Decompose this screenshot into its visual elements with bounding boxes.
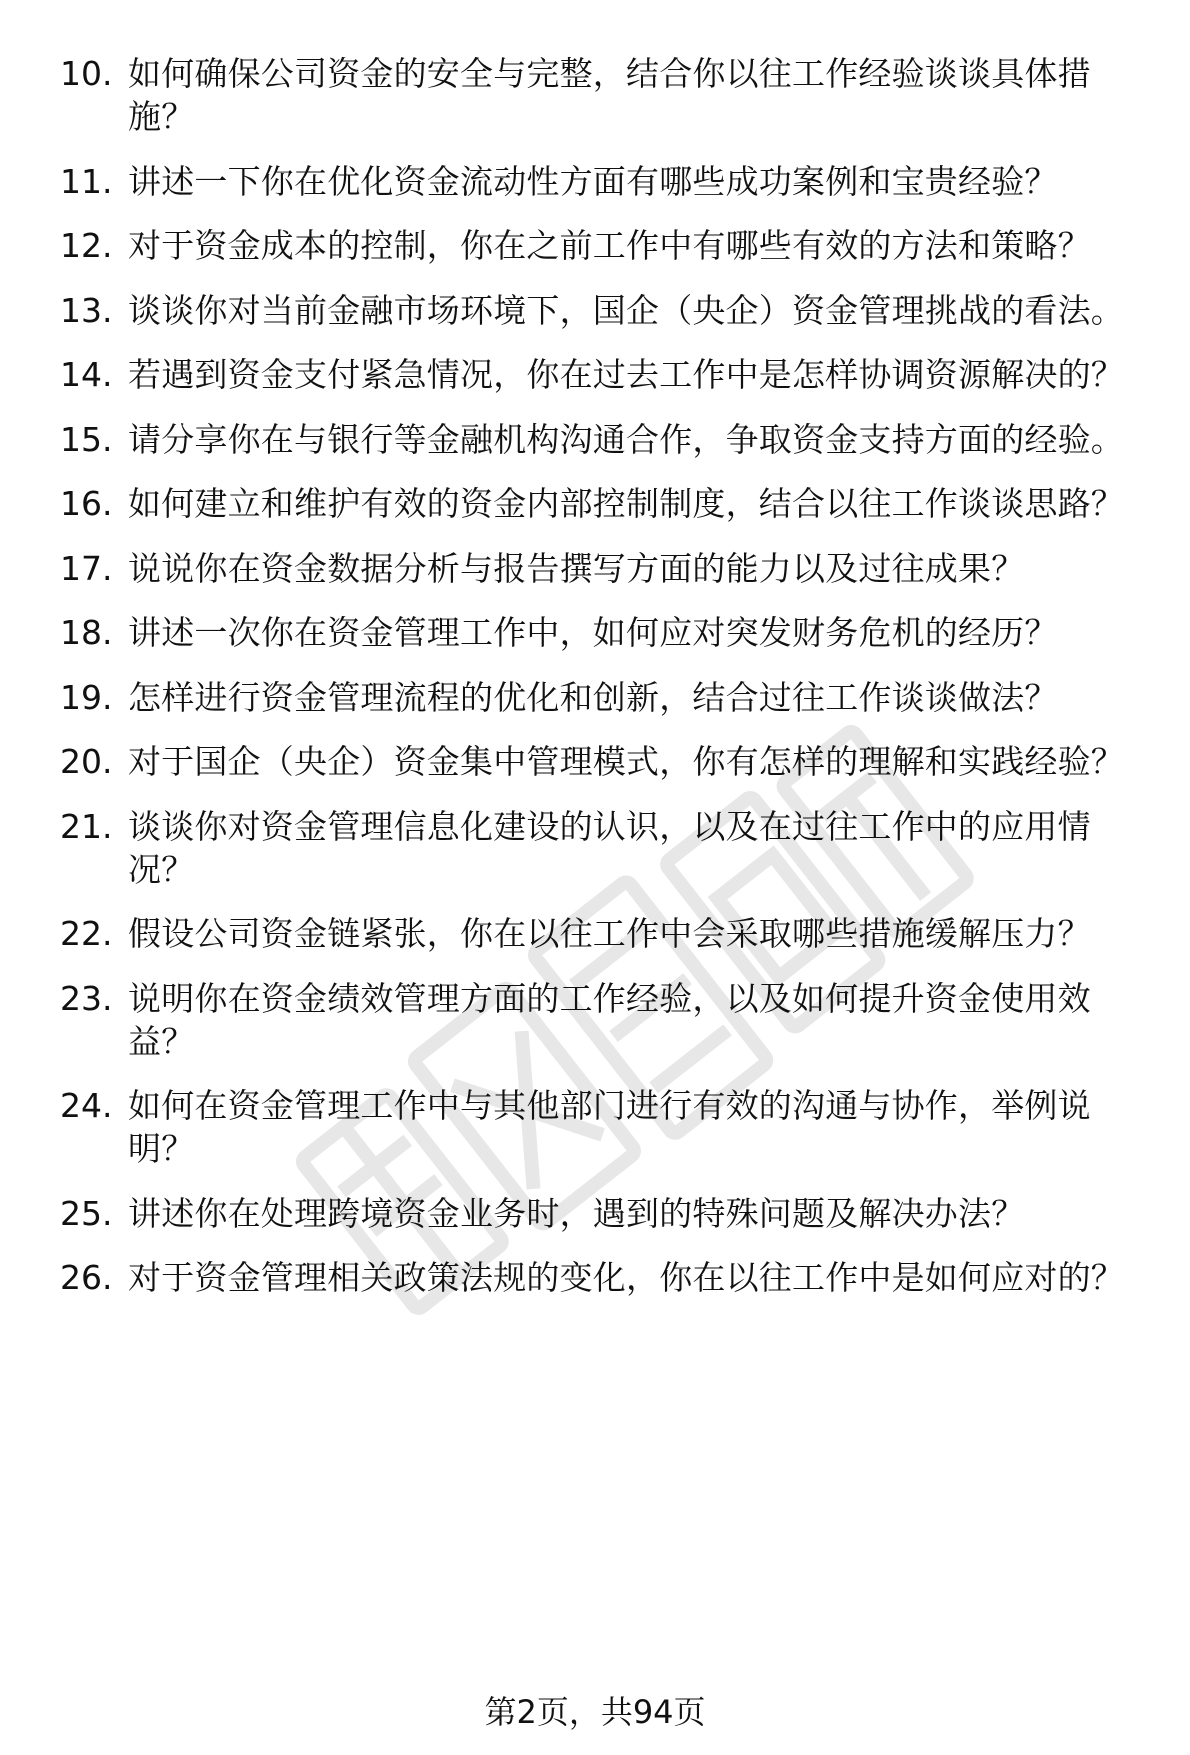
question-number: 17.	[60, 548, 113, 588]
question-number: 16.	[60, 484, 113, 523]
question-number: 25.	[60, 1193, 113, 1233]
question-item	[60, 611, 1150, 654]
question-item	[60, 160, 1150, 203]
question-text: 谈谈你对当前金融市场环境下，国企（央企）资金管理挑战的看法。	[128, 290, 1124, 330]
question-text: 讲述你在处理跨境资金业务时，遇到的特殊问题及解决办法？	[128, 1193, 1025, 1233]
question-number: 12.	[60, 226, 113, 265]
question-text: 谈谈你对资金管理信息化建设的认识，以及在过往工作中的应用情况？	[128, 806, 1091, 889]
question-text: 如何确保公司资金的安全与完整，结合你以往工作经验谈谈具体措施？	[128, 54, 1091, 136]
question-number: 14.	[60, 355, 113, 394]
question-text: 对于资金成本的控制，你在之前工作中有哪些有效的方法和策略？	[128, 226, 1091, 265]
question-number: 10.	[60, 54, 113, 93]
question-text: 讲述一次你在资金管理工作中，如何应对突发财务危机的经历？	[128, 613, 1058, 652]
question-item	[60, 1192, 1150, 1235]
page-footer: 第2页，共94页	[484, 1693, 706, 1731]
question-item	[60, 547, 1150, 590]
question-text: 请分享你在与银行等金融机构沟通合作，争取资金支持方面的经验。	[128, 419, 1124, 459]
question-item	[60, 1084, 1150, 1170]
question-number: 24.	[60, 1086, 113, 1125]
question-item	[60, 977, 1150, 1063]
question-number: 26.	[60, 1258, 113, 1297]
question-number: 13.	[60, 290, 113, 330]
question-item	[60, 353, 1150, 396]
question-number: 20.	[60, 742, 113, 781]
question-number: 11.	[60, 161, 113, 201]
question-text: 说说你在资金数据分析与报告撰写方面的能力以及过往成果？	[128, 548, 1025, 588]
question-item	[60, 1256, 1150, 1299]
question-text: 怎样进行资金管理流程的优化和创新，结合过往工作谈谈做法？	[128, 677, 1058, 717]
question-item	[60, 482, 1150, 525]
question-text: 对于国企（央企）资金集中管理模式，你有怎样的理解和实践经验？	[128, 742, 1124, 781]
question-item	[60, 676, 1150, 719]
question-number: 19.	[60, 677, 113, 717]
question-item	[60, 52, 1150, 138]
question-number: 23.	[60, 978, 113, 1018]
question-text: 如何在资金管理工作中与其他部门进行有效的沟通与协作，举例说明？	[128, 1086, 1091, 1168]
question-text: 假设公司资金链紧张，你在以往工作中会采取哪些措施缓解压力？	[128, 914, 1091, 953]
question-item	[60, 912, 1150, 955]
question-item	[60, 805, 1150, 891]
question-number: 22.	[60, 914, 113, 953]
question-item	[60, 740, 1150, 783]
question-number: 18.	[60, 613, 113, 652]
question-list	[60, 52, 1150, 1321]
question-item	[60, 224, 1150, 267]
question-number: 15.	[60, 419, 113, 459]
question-text: 如何建立和维护有效的资金内部控制制度，结合以往工作谈谈思路？	[128, 484, 1124, 523]
question-text: 说明你在资金绩效管理方面的工作经验，以及如何提升资金使用效益？	[128, 978, 1091, 1061]
question-item	[60, 418, 1150, 461]
question-text: 若遇到资金支付紧急情况，你在过去工作中是怎样协调资源解决的？	[128, 355, 1124, 394]
question-number: 21.	[60, 806, 113, 846]
question-item	[60, 289, 1150, 332]
question-text: 对于资金管理相关政策法规的变化，你在以往工作中是如何应对的？	[128, 1258, 1124, 1297]
question-text: 讲述一下你在优化资金流动性方面有哪些成功案例和宝贵经验？	[128, 161, 1058, 201]
